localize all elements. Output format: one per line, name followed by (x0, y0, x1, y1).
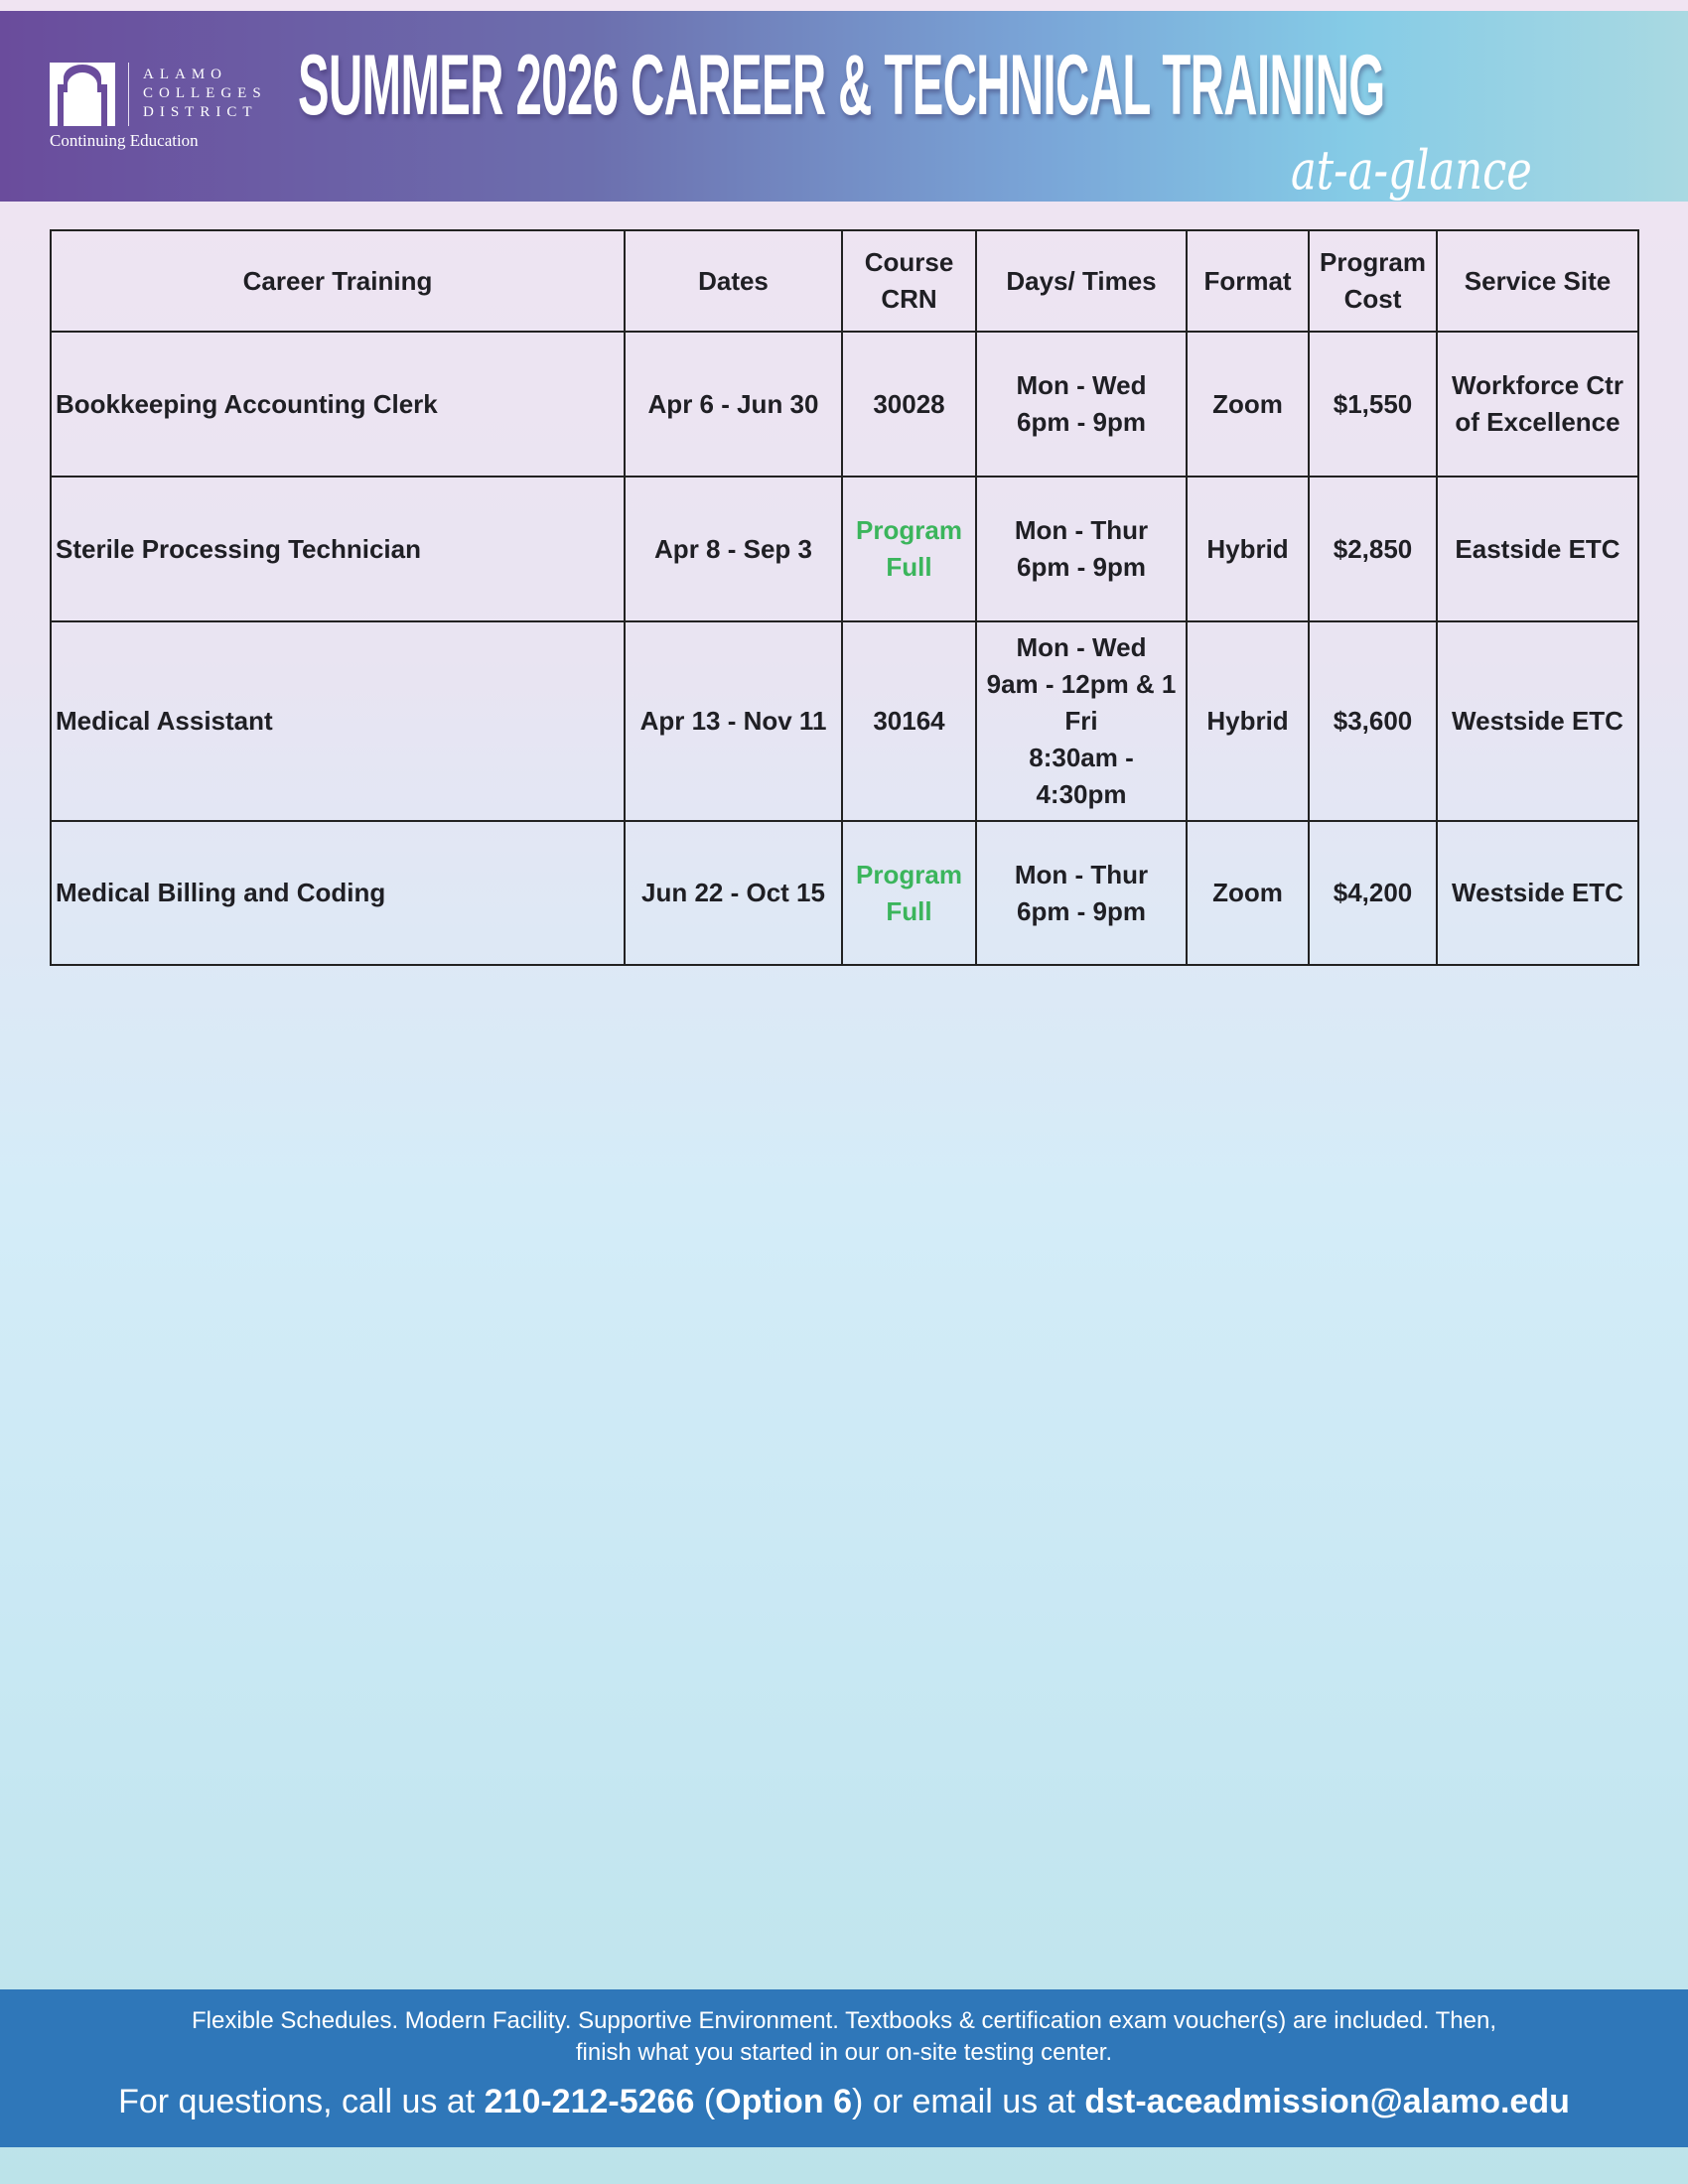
cell-format: Hybrid (1187, 621, 1309, 821)
contact-line (0, 2083, 1688, 2121)
logo-line: COLLEGES (143, 85, 267, 101)
cell-cost: $3,600 (1309, 621, 1437, 821)
phone-option: Option 6 (715, 2083, 853, 2120)
logo-divider (128, 63, 129, 126)
column-header: Program Cost (1309, 230, 1437, 332)
logo-line: DISTRICT (143, 104, 258, 120)
cell-crn: Program Full (842, 477, 976, 621)
cell-site: Workforce Ctr of Excellence (1437, 332, 1638, 477)
cell-format: Zoom (1187, 821, 1309, 965)
cell-training: Bookkeeping Accounting Clerk (51, 332, 625, 477)
table-row (51, 477, 1638, 621)
cell-times: Mon - Thur 6pm - 9pm (976, 477, 1187, 621)
email-link[interactable]: dst-aceadmission@alamo.edu (1084, 2083, 1570, 2120)
column-header: Career Training (51, 230, 625, 332)
cell-format: Zoom (1187, 332, 1309, 477)
cell-crn: 30028 (842, 332, 976, 477)
cell-cost: $4,200 (1309, 821, 1437, 965)
cell-site: Westside ETC (1437, 821, 1638, 965)
cell-training: Medical Billing and Coding (51, 821, 625, 965)
cell-crn: 30164 (842, 621, 976, 821)
logo-wordmark (143, 66, 267, 122)
column-header: Dates (625, 230, 842, 332)
cell-times: Mon - Wed 9am - 12pm & 1 Fri 8:30am - 4:30pm (976, 621, 1187, 821)
cell-dates: Apr 8 - Sep 3 (625, 477, 842, 621)
column-header: Format (1187, 230, 1309, 332)
cell-cost: $1,550 (1309, 332, 1437, 477)
alamo-logo-icon (50, 63, 115, 126)
cell-dates: Apr 6 - Jun 30 (625, 332, 842, 477)
table-row (51, 821, 1638, 965)
cell-times: Mon - Thur 6pm - 9pm (976, 821, 1187, 965)
cell-site: Westside ETC (1437, 621, 1638, 821)
page-title: SUMMER 2026 CAREER & TECHNICAL TRAINING (298, 38, 1385, 133)
header-banner (0, 11, 1688, 202)
table-row (51, 621, 1638, 821)
cell-training: Sterile Processing Technician (51, 477, 625, 621)
table-header-row (51, 230, 1638, 332)
page-subtitle: at-a-glance (1291, 139, 1532, 202)
column-header: Course CRN (842, 230, 976, 332)
cell-dates: Jun 22 - Oct 15 (625, 821, 842, 965)
course-table (50, 229, 1639, 966)
cell-dates: Apr 13 - Nov 11 (625, 621, 842, 821)
logo-line: ALAMO (143, 67, 227, 82)
table-row (51, 332, 1638, 477)
paren: ( (694, 2083, 716, 2120)
cell-format: Hybrid (1187, 477, 1309, 621)
logo-subtitle: Continuing Education (50, 131, 199, 150)
contact-mid: ) or email us at (852, 2083, 1085, 2120)
contact-prefix: For questions, call us at (118, 2083, 485, 2120)
cell-site: Eastside ETC (1437, 477, 1638, 621)
cell-cost: $2,850 (1309, 477, 1437, 621)
cell-crn: Program Full (842, 821, 976, 965)
phone-link[interactable]: 210-212-5266 (484, 2083, 695, 2120)
cell-training: Medical Assistant (51, 621, 625, 821)
column-header: Service Site (1437, 230, 1638, 332)
footer-blurb: Flexible Schedules. Modern Facility. Supportive Environment. Textbooks & certification exam voucher(s) are included. Then, finish what you started in our on-site testing center. (192, 2007, 1496, 2066)
footer (0, 1989, 1688, 2147)
column-header: Days/ Times (976, 230, 1187, 332)
cell-times: Mon - Wed 6pm - 9pm (976, 332, 1187, 477)
